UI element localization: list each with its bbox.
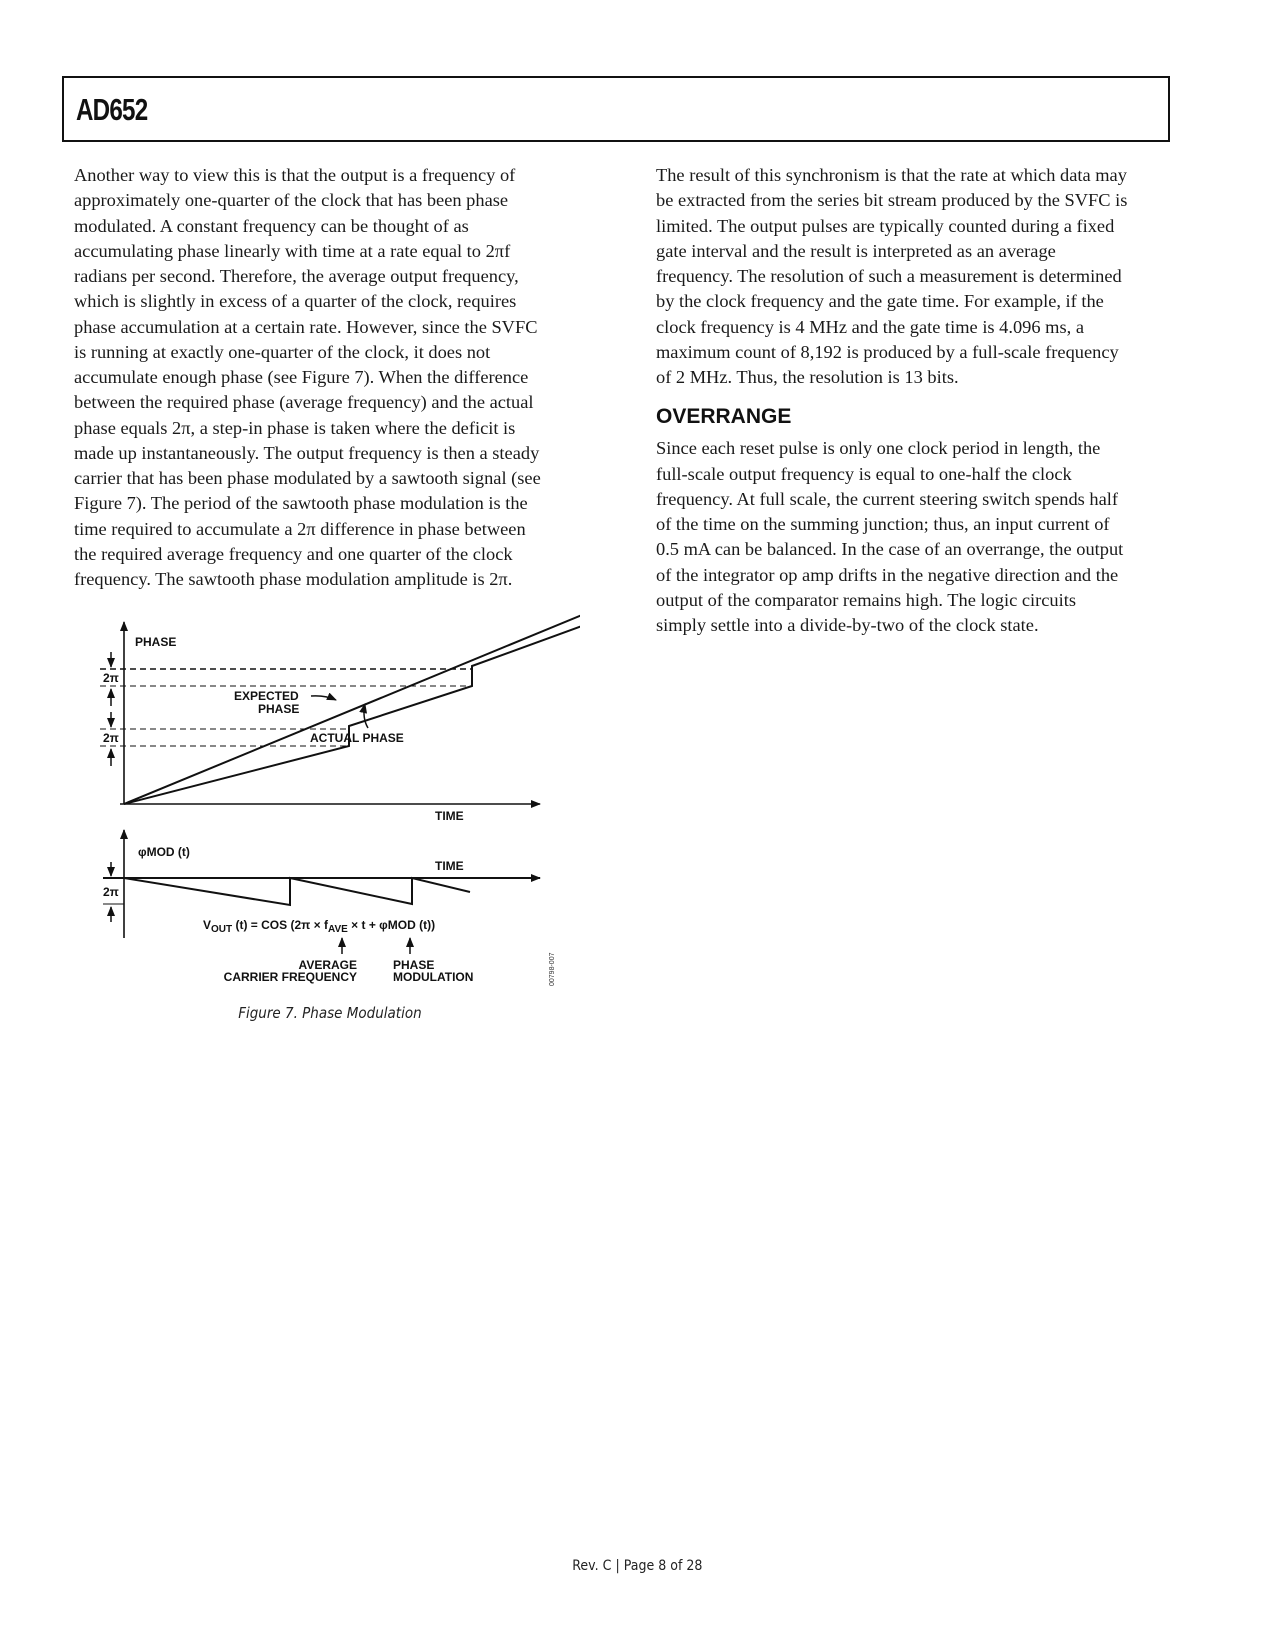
text-line: Since each reset pulse is only one clock period in length, the	[656, 438, 1101, 459]
text-line: Another way to view this is that the output is a frequency of	[74, 165, 516, 185]
phase-mod-label-2: MODULATION	[393, 970, 474, 984]
expected-phase-label: EXPECTED	[234, 689, 299, 703]
time-axis-label-upper: TIME	[435, 809, 464, 823]
figure-7-phase-modulation	[60, 600, 580, 1030]
text-line: be extracted from the series bit stream produced by the SVFC is	[656, 190, 1128, 211]
paragraph-overrange	[656, 436, 1166, 638]
paragraph-synchronism	[656, 163, 1166, 390]
phimod-axis-label: φMOD (t)	[138, 845, 190, 859]
text-line: 0.5 mA can be balanced. In the case of an overrange, the output	[656, 539, 1124, 560]
figure-caption-text: Figure 7. Phase Modulation	[238, 1004, 422, 1022]
text-line: Figure 7). The period of the sawtooth phase modulation is the	[74, 493, 528, 514]
phase-mod-label-1: PHASE	[393, 958, 435, 972]
text-line: full-scale output frequency is equal to one-half the clock	[656, 463, 1072, 484]
text-line: modulated. A constant frequency can be thought of as	[74, 215, 469, 236]
text-line: frequency. At full scale, the current steering switch spends half	[656, 488, 1118, 509]
text-line: is running at exactly one-quarter of the clock, it does not	[74, 341, 491, 362]
text-line: carrier that has been phase modulated by a sawtooth signal (see	[74, 468, 541, 488]
text-line: output of the comparator remains high. The logic circuits	[656, 589, 1076, 610]
text-line: radians per second. Therefore, the average output frequency,	[74, 266, 519, 286]
actual-phase-pointer	[364, 704, 368, 728]
text-line: frequency. The sawtooth phase modulation amplitude is 2π.	[74, 569, 513, 589]
phase-axis-label: PHASE	[135, 635, 177, 649]
text-line: of the time on the summing junction; thus, an input current of	[656, 514, 1110, 534]
section-heading-overrange: OVERRANGE	[656, 405, 792, 429]
text-line: phase equals 2π, a step-in phase is taken where the deficit is	[74, 417, 516, 438]
text-line: accumulate enough phase (see Figure 7). When the difference	[74, 367, 529, 387]
text-line: clock frequency is 4 MHz and the gate time is 4.096 ms, a	[656, 316, 1084, 337]
text-line: of the integrator op amp drifts in the negative direction and the	[656, 564, 1119, 585]
text-line: phase accumulation at a certain rate. However, since the SVFC	[74, 316, 538, 337]
page-header-box	[62, 76, 1170, 142]
text-line: accumulating phase linearly with time at a rate equal to 2πf	[74, 240, 511, 261]
two-pi-marker-phimod	[103, 862, 124, 922]
right-column	[656, 163, 1166, 638]
expected-phase-label-2: PHASE	[258, 702, 300, 716]
text-line: which is slightly in excess of a quarter of the clock, requires	[74, 291, 517, 312]
text-line: between the required phase (average frequency) and the actual	[74, 392, 534, 413]
product-title: AD652	[76, 92, 148, 127]
text-line: the required average frequency and one quarter of the clock	[74, 543, 513, 564]
vout-equation: $V_{OUT}$ (t) = COS ($2\pi \times f_{AVE} \times t + \varphi MOD$ (t))	[203, 918, 436, 935]
text-line: of 2 MHz. Thus, the resolution is 13 bits.	[656, 367, 959, 387]
page-footer	[0, 1558, 1275, 1574]
left-column	[74, 163, 584, 592]
text-line: gate interval and the result is interpreted as an average	[656, 240, 1056, 261]
svg-text:2π: 2π	[103, 671, 119, 685]
text-line: time required to accumulate a 2π difference in phase between	[74, 518, 526, 539]
footer-text: Rev. C | Page 8 of 28	[572, 1558, 703, 1574]
figure-caption	[0, 1004, 660, 1022]
expected-phase-line	[124, 610, 580, 804]
sawtooth-phimod	[124, 878, 470, 905]
svg-text:2π: 2π	[103, 731, 119, 745]
figure-code: 00798-007	[549, 952, 556, 986]
text-line: limited. The output pulses are typically counted during a fixed	[656, 215, 1115, 236]
two-pi-marker-upper	[103, 652, 119, 706]
text-line: simply settle into a divide-by-two of the clock state.	[656, 615, 1039, 635]
text-line: The result of this synchronism is that the rate at which data may	[656, 165, 1127, 185]
text-line: by the clock frequency and the gate time. For example, if the	[656, 291, 1104, 312]
two-pi-marker-lower	[103, 712, 119, 766]
svg-text:2π: 2π	[103, 885, 119, 899]
phase-modulation-diagram	[60, 600, 580, 1030]
avg-carrier-label-1: AVERAGE	[298, 958, 357, 972]
actual-phase-label: ACTUAL PHASE	[310, 731, 404, 745]
text-line: made up instantaneously. The output frequency is then a steady	[74, 442, 540, 463]
paragraph-phase-modulation	[74, 163, 584, 592]
text-line: approximately one-quarter of the clock that has been phase	[74, 190, 509, 211]
text-line: frequency. The resolution of such a measurement is determined	[656, 266, 1122, 286]
avg-carrier-label-2: CARRIER FREQUENCY	[223, 970, 357, 984]
expected-phase-pointer	[311, 696, 336, 700]
text-line: maximum count of 8,192 is produced by a full-scale frequency	[656, 341, 1119, 362]
time-axis-label-lower: TIME	[435, 859, 464, 873]
